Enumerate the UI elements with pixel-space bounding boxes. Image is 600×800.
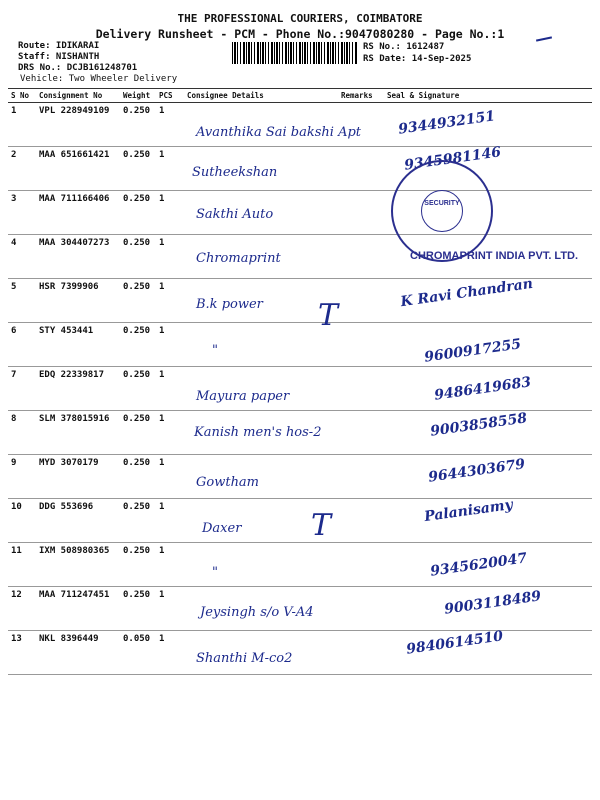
row-sno: 2 [8, 147, 36, 191]
handwritten-consignee: Mayura paper [196, 389, 290, 404]
row-weight: 0.250 [120, 587, 156, 631]
row-pcs: 1 [156, 235, 184, 279]
table-header-row [8, 89, 592, 103]
row-pcs: 1 [156, 367, 184, 411]
handwritten-signature: 9003118489 [443, 588, 543, 618]
handwritten-consignee: Kanish men's hos-2 [194, 425, 322, 440]
stamp-inner-ring [421, 190, 463, 232]
handwritten-consignee: " [212, 565, 218, 580]
row-consignment-no: MYD 3070179 [36, 455, 120, 499]
row-weight: 0.250 [120, 323, 156, 367]
row-consignment-no: HSR 7399906 [36, 279, 120, 323]
table-row [8, 411, 592, 455]
staff-label: Staff: NISHANTH [18, 52, 100, 62]
row-remarks-cell [338, 323, 384, 367]
handwritten-consignee: Jeysingh s/o V-A4 [200, 605, 314, 620]
row-remarks-cell [338, 191, 384, 235]
rs-no-label: RS No.: 1612487 [363, 42, 445, 52]
row-pcs: 1 [156, 103, 184, 147]
handwritten-signature: 9600917255 [423, 336, 523, 366]
row-pcs: 1 [156, 587, 184, 631]
row-consignment-no: MAA 304407273 [36, 235, 120, 279]
row-pcs: 1 [156, 499, 184, 543]
row-consignment-no: IXM 508980365 [36, 543, 120, 587]
row-pcs: 1 [156, 279, 184, 323]
row-remarks-cell [338, 235, 384, 279]
row-consignment-no: MAA 711166406 [36, 191, 120, 235]
row-signature-cell [384, 103, 592, 147]
col-remarks: Remarks [338, 89, 384, 103]
table-row [8, 367, 592, 411]
row-signature-cell [384, 455, 592, 499]
row-pcs: 1 [156, 191, 184, 235]
handwritten-consignee: Chromaprint [196, 251, 281, 266]
row-sno: 1 [8, 103, 36, 147]
row-consignment-no: DDG 553696 [36, 499, 120, 543]
row-consignee-cell [184, 147, 338, 191]
row-pcs: 1 [156, 543, 184, 587]
row-consignment-no: MAA 651661421 [36, 147, 120, 191]
row-sno: 10 [8, 499, 36, 543]
row-pcs: 1 [156, 455, 184, 499]
row-sno: 9 [8, 455, 36, 499]
row-weight: 0.250 [120, 543, 156, 587]
row-consignee-cell [184, 587, 338, 631]
handwritten-signature: 9345981146 [403, 144, 503, 174]
row-consignee-cell [184, 279, 338, 323]
row-signature-cell [384, 543, 592, 587]
row-consignment-no: EDQ 22339817 [36, 367, 120, 411]
row-sno: 5 [8, 279, 36, 323]
row-sno: 6 [8, 323, 36, 367]
row-consignee-cell [184, 411, 338, 455]
row-remarks-cell [338, 543, 384, 587]
row-consignee-cell [184, 103, 362, 147]
row-sno: 3 [8, 191, 36, 235]
handwritten-signature: 9003858558 [429, 410, 529, 440]
handwritten-signature: 9344932151 [397, 108, 497, 138]
row-weight: 0.250 [120, 103, 156, 147]
row-consignee-cell [184, 543, 338, 587]
company-title: THE PROFESSIONAL COURIERS, COIMBATORE [177, 12, 423, 25]
route-label: Route: IDIKARAI [18, 41, 100, 51]
ditto-mark-11: T [311, 508, 332, 543]
row-weight: 0.250 [120, 279, 156, 323]
row-consignee-cell [184, 323, 338, 367]
vehicle-label: Vehicle: Two Wheeler Delivery [20, 74, 178, 84]
row-signature-cell [384, 628, 592, 675]
row-consignee-cell [184, 455, 338, 499]
table-row [8, 191, 592, 235]
row-sno: 13 [8, 631, 36, 675]
col-consignment: Consignment No [36, 89, 120, 103]
handwritten-signature: 9644303679 [427, 456, 527, 486]
row-weight: 0.250 [120, 235, 156, 279]
row-weight: 0.250 [120, 191, 156, 235]
handwritten-consignee: Daxer [202, 521, 242, 536]
handwritten-consignee: Gowtham [196, 475, 260, 490]
row-sno: 11 [8, 543, 36, 587]
table-row [8, 499, 592, 543]
row-pcs: 1 [156, 631, 184, 675]
row-consignment-no: SLM 378015916 [36, 411, 120, 455]
row-signature-cell [384, 496, 592, 543]
row-signature-cell [384, 367, 592, 411]
handwritten-consignee: Avanthika Sai bakshi Apt [196, 125, 362, 140]
row-consignee-cell [184, 235, 338, 279]
row-weight: 0.250 [120, 147, 156, 191]
col-sno: S No [8, 89, 36, 103]
handwritten-consignee: Shanthi M-co2 [196, 651, 293, 666]
row-weight: 0.250 [120, 455, 156, 499]
row-signature-cell [384, 323, 592, 367]
row-consignee-cell [184, 191, 338, 235]
handwritten-consignee: Sutheekshan [192, 165, 278, 180]
row-weight: 0.250 [120, 367, 156, 411]
table-row [8, 455, 592, 499]
handwritten-consignee: Sakthi Auto [196, 207, 274, 222]
col-consignee: Consignee Details [184, 89, 338, 103]
row-remarks-cell [338, 279, 384, 323]
row-pcs: 1 [156, 411, 184, 455]
col-weight: Weight [120, 89, 156, 103]
chromaprint-stamp: CHROMAPRINT INDIA PVT. LTD. [410, 250, 579, 262]
col-signature: Seal & Signature [384, 89, 592, 103]
runsheet-subtitle: Delivery Runsheet - PCM - Phone No.:9047080280 - Page No.:1 [95, 27, 505, 41]
row-remarks-cell [338, 147, 384, 191]
row-sno: 7 [8, 367, 36, 411]
row-remarks-cell [338, 499, 384, 543]
handwritten-signature: 9840614510 [405, 628, 505, 658]
row-consignee-cell [184, 631, 338, 675]
row-consignee-cell [184, 367, 338, 411]
row-consignment-no: NKL 8396449 [36, 631, 120, 675]
barcode [232, 42, 358, 64]
row-consignment-no: MAA 711247451 [36, 587, 120, 631]
table-row [8, 631, 592, 675]
row-sno: 12 [8, 587, 36, 631]
table-row [8, 587, 592, 631]
row-pcs: 1 [156, 147, 184, 191]
col-pcs: PCS [156, 89, 184, 103]
row-consignment-no: VPL 228949109 [36, 103, 120, 147]
rs-date-label: RS Date: 14-Sep-2025 [363, 54, 472, 64]
table-row [8, 147, 592, 191]
row-remarks-cell [338, 587, 384, 631]
handwritten-consignee: " [212, 343, 218, 358]
row-remarks-cell [338, 411, 384, 455]
row-weight: 0.250 [120, 499, 156, 543]
row-remarks-cell [338, 367, 384, 411]
handwritten-consignee: B.k power [196, 297, 263, 312]
row-remarks-cell [338, 455, 384, 499]
handwritten-signature: 9486419683 [433, 374, 533, 404]
table-row [8, 543, 592, 587]
row-weight: 0.050 [120, 631, 156, 675]
security-stamp [391, 160, 493, 262]
row-sno: 4 [8, 235, 36, 279]
handwritten-signature: 9345620047 [429, 550, 529, 580]
row-signature-cell [384, 275, 592, 323]
row-remarks-cell [338, 631, 384, 675]
stamp-center-text: SECURITY [424, 200, 460, 207]
handwritten-signature: K Ravi Chandran [399, 275, 534, 311]
drs-label: DRS No.: DCJB161248701 [18, 63, 138, 73]
ditto-mark-6: T [318, 298, 339, 333]
row-weight: 0.250 [120, 411, 156, 455]
row-signature-cell [384, 411, 592, 455]
row-consignment-no: STY 453441 [36, 323, 120, 367]
table-row [8, 103, 592, 147]
table-row [8, 323, 592, 367]
handwritten-signature: Palanisamy [423, 496, 514, 526]
row-pcs: 1 [156, 323, 184, 367]
row-sno: 8 [8, 411, 36, 455]
runsheet-table [8, 88, 592, 675]
row-signature-cell [384, 587, 592, 631]
table-row [8, 279, 592, 323]
